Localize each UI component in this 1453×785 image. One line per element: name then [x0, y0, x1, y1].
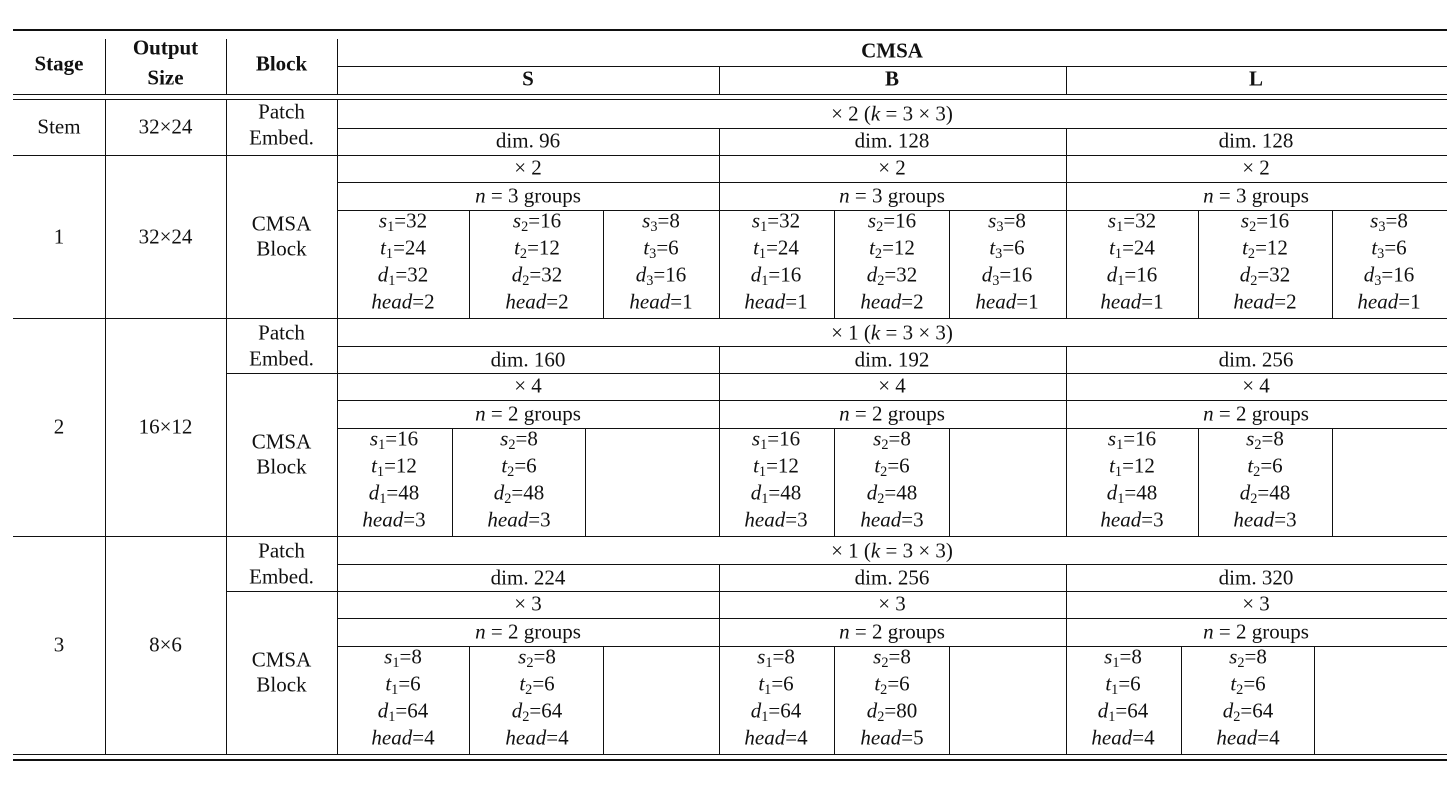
column-divider	[105, 536, 106, 754]
param-s: $s_3=8$	[642, 208, 680, 236]
group-count: n = 2 groups	[475, 401, 581, 426]
param-head: head=4	[744, 725, 808, 750]
header-stage: Stage	[34, 51, 84, 76]
param-d: $d_1=48$	[1106, 480, 1158, 507]
stage-number: 3	[53, 632, 65, 657]
column-divider	[337, 318, 338, 536]
column-divider	[105, 318, 106, 536]
patch-embed-dim: dim. 192	[854, 347, 930, 372]
bottom-rule-double	[13, 759, 1447, 761]
param-s: $s_1=8$	[757, 644, 795, 672]
param-s: $s_1=8$	[384, 644, 422, 672]
column-divider	[834, 210, 835, 318]
stem-output-size: 32×24	[138, 114, 193, 139]
block-repeat: × 4	[1242, 373, 1270, 398]
param-d: $d_2=32$	[511, 262, 563, 289]
param-t: $t_3=6$	[643, 235, 679, 262]
param-s: $s_1=32$	[1107, 208, 1157, 236]
stem-dim: dim. 128	[854, 128, 930, 153]
block-repeat: × 3	[1242, 591, 1270, 616]
param-t: $t_2=12$	[869, 235, 915, 262]
block-repeat: × 3	[878, 591, 906, 616]
group-count: n = 3 groups	[1203, 183, 1309, 208]
stem-dim: dim. 96	[495, 128, 561, 153]
column-divider	[1066, 128, 1067, 155]
param-t: $t_3=6$	[989, 235, 1025, 262]
param-t: $t_2=6$	[1247, 453, 1283, 480]
param-t: $t_2=6$	[874, 671, 910, 698]
column-divider	[719, 155, 720, 318]
param-s: $s_1=16$	[369, 426, 419, 454]
param-t: $t_2=12$	[1242, 235, 1288, 262]
param-d: $d_1=64$	[750, 698, 802, 725]
column-divider	[337, 536, 338, 754]
column-divider	[1066, 591, 1067, 754]
patch-embed-dim: dim. 256	[854, 565, 930, 590]
param-head: head=4	[1216, 725, 1280, 750]
patch-embed-label: Patch	[258, 538, 305, 563]
column-divider	[337, 39, 338, 94]
param-t: $t_1=24$	[1109, 235, 1155, 262]
param-t: $t_1=24$	[753, 235, 799, 262]
param-d: $d_1=64$	[1097, 698, 1149, 725]
patch-embed-repeat: × 1 (k = 3 × 3)	[831, 538, 953, 563]
header-rule	[13, 94, 1447, 95]
param-t: $t_2=6$	[874, 453, 910, 480]
param-t: $t_1=6$	[1105, 671, 1141, 698]
header-block: Block	[255, 51, 308, 76]
param-s: $s_2=16$	[1240, 208, 1290, 236]
header-variant-b: B	[884, 66, 900, 91]
param-head: head=3	[362, 507, 426, 532]
header-variant-s: S	[522, 66, 534, 91]
param-t: $t_1=12$	[753, 453, 799, 480]
column-divider	[226, 536, 227, 754]
param-d: $d_3=16$	[635, 262, 687, 289]
stem-block-label: Patch	[258, 99, 305, 124]
column-divider	[949, 646, 950, 754]
row-rule	[13, 318, 1447, 319]
column-divider	[719, 128, 720, 155]
param-t: $t_1=12$	[371, 453, 417, 480]
block-repeat: × 4	[514, 373, 542, 398]
param-s: $s_2=8$	[1246, 426, 1284, 454]
param-s: $s_2=8$	[1229, 644, 1267, 672]
cmsa-block-label: Block	[256, 454, 307, 478]
param-t: $t_2=6$	[1230, 671, 1266, 698]
block-repeat: × 4	[878, 373, 906, 398]
column-divider	[719, 591, 720, 754]
row-rule	[13, 536, 1447, 537]
column-divider	[585, 428, 586, 536]
patch-embed-repeat: × 1 (k = 3 × 3)	[831, 320, 953, 345]
stem-dim: dim. 128	[1218, 128, 1294, 153]
param-s: $s_2=16$	[867, 208, 917, 236]
param-s: $s_3=8$	[1370, 208, 1408, 236]
param-head: head=1	[744, 289, 808, 314]
param-s: $s_3=8$	[988, 208, 1026, 236]
group-count: n = 2 groups	[839, 619, 945, 644]
column-divider	[719, 346, 720, 373]
column-divider	[1066, 346, 1067, 373]
column-divider	[1066, 373, 1067, 536]
group-count: n = 3 groups	[839, 183, 945, 208]
param-d: $d_2=48$	[866, 480, 918, 507]
stage-output-size: 16×12	[138, 414, 193, 439]
param-d: $d_2=80$	[866, 698, 918, 725]
param-t: $t_2=6$	[501, 453, 537, 480]
patch-embed-dim: dim. 256	[1218, 347, 1294, 372]
column-divider	[469, 210, 470, 318]
header-cmsa: CMSA	[861, 38, 923, 63]
param-d: $d_1=48$	[368, 480, 420, 507]
param-s: $s_1=32$	[751, 208, 801, 236]
column-divider	[1198, 428, 1199, 536]
group-count: n = 3 groups	[475, 183, 581, 208]
cmsa-block-label: Block	[256, 236, 307, 260]
column-divider	[1066, 155, 1067, 318]
stem-block-label: Embed.	[249, 125, 314, 150]
column-divider	[1332, 428, 1333, 536]
block-repeat: × 2	[514, 155, 542, 180]
column-divider	[1332, 210, 1333, 318]
param-s: $s_2=8$	[873, 426, 911, 454]
block-repeat: × 2	[878, 155, 906, 180]
bottom-rule	[13, 754, 1447, 755]
param-s: $s_1=32$	[378, 208, 428, 236]
patch-embed-dim: dim. 160	[490, 347, 566, 372]
block-repeat: × 2	[1242, 155, 1270, 180]
param-head: head=1	[975, 289, 1039, 314]
stage-output-size: 32×24	[138, 224, 193, 248]
group-count: n = 2 groups	[839, 401, 945, 426]
param-head: head=4	[505, 725, 569, 750]
cmsa-block-label: CMSA	[251, 429, 312, 453]
header-variant-l: L	[1248, 66, 1264, 91]
column-divider	[603, 646, 604, 754]
param-t: $t_1=6$	[758, 671, 794, 698]
param-t: $t_1=6$	[385, 671, 421, 698]
param-head: head=1	[1357, 289, 1421, 314]
param-s: $s_2=16$	[512, 208, 562, 236]
param-head: head=4	[371, 725, 435, 750]
group-count: n = 2 groups	[1203, 401, 1309, 426]
patch-embed-dim: dim. 224	[490, 565, 566, 590]
param-s: $s_1=8$	[1104, 644, 1142, 672]
param-d: $d_1=32$	[377, 262, 429, 289]
row-rule	[13, 155, 1447, 156]
patch-embed-label: Embed.	[249, 346, 314, 371]
header-output-size: Output	[132, 35, 199, 60]
param-head: head=3	[744, 507, 808, 532]
param-head: head=3	[1100, 507, 1164, 532]
column-divider	[1314, 646, 1315, 754]
param-d: $d_3=16$	[981, 262, 1033, 289]
param-head: head=2	[371, 289, 435, 314]
param-d: $d_2=64$	[1222, 698, 1274, 725]
column-divider	[949, 210, 950, 318]
param-d: $d_3=16$	[1363, 262, 1415, 289]
param-head: head=1	[629, 289, 693, 314]
param-s: $s_1=16$	[1107, 426, 1157, 454]
column-divider	[469, 646, 470, 754]
column-divider	[949, 428, 950, 536]
patch-embed-label: Patch	[258, 320, 305, 345]
block-repeat: × 3	[514, 591, 542, 616]
param-head: head=5	[860, 725, 924, 750]
column-divider	[105, 99, 106, 155]
column-divider	[834, 428, 835, 536]
column-divider	[1066, 66, 1067, 94]
column-divider	[226, 39, 227, 94]
param-head: head=3	[1233, 507, 1297, 532]
column-divider	[603, 210, 604, 318]
param-s: $s_2=8$	[518, 644, 556, 672]
top-rule	[13, 29, 1447, 31]
param-head: head=3	[487, 507, 551, 532]
column-divider	[719, 66, 720, 94]
cmsa-block-label: CMSA	[251, 647, 312, 671]
column-divider	[719, 373, 720, 536]
column-divider	[337, 99, 338, 155]
column-divider	[834, 646, 835, 754]
param-head: head=4	[1091, 725, 1155, 750]
column-divider	[226, 155, 227, 318]
param-d: $d_1=48$	[750, 480, 802, 507]
param-t: $t_2=6$	[519, 671, 555, 698]
group-count: n = 2 groups	[475, 619, 581, 644]
header-output-size: Size	[147, 65, 184, 90]
param-t: $t_2=12$	[514, 235, 560, 262]
param-d: $d_1=64$	[377, 698, 429, 725]
stem-stage: Stem	[37, 114, 81, 139]
param-d: $d_2=32$	[1239, 262, 1291, 289]
param-d: $d_2=48$	[493, 480, 545, 507]
patch-embed-label: Embed.	[249, 564, 314, 589]
column-divider	[1066, 564, 1067, 591]
column-divider	[105, 39, 106, 94]
param-s: $s_1=16$	[751, 426, 801, 454]
column-divider	[105, 155, 106, 318]
header-rule-double	[13, 99, 1447, 100]
param-t: $t_1=24$	[380, 235, 426, 262]
param-head: head=2	[1233, 289, 1297, 314]
param-d: $d_2=48$	[1239, 480, 1291, 507]
param-head: head=2	[860, 289, 924, 314]
param-head: head=2	[505, 289, 569, 314]
column-divider	[337, 155, 338, 318]
stem-repeat: × 2 (k = 3 × 3)	[831, 101, 953, 126]
param-d: $d_2=64$	[511, 698, 563, 725]
stage-number: 1	[53, 224, 65, 248]
param-d: $d_1=16$	[750, 262, 802, 289]
stage-number: 2	[53, 414, 65, 439]
column-divider	[452, 428, 453, 536]
cmsa-block-label: CMSA	[251, 211, 312, 235]
column-divider	[1181, 646, 1182, 754]
param-d: $d_1=16$	[1106, 262, 1158, 289]
param-head: head=1	[1100, 289, 1164, 314]
cmsa-block-label: Block	[256, 672, 307, 696]
column-divider	[719, 564, 720, 591]
stage-output-size: 8×6	[149, 632, 182, 657]
patch-embed-dim: dim. 320	[1218, 565, 1294, 590]
column-divider	[1198, 210, 1199, 318]
param-d: $d_2=32$	[866, 262, 918, 289]
column-divider	[226, 318, 227, 536]
param-t: $t_3=6$	[1371, 235, 1407, 262]
column-divider	[226, 99, 227, 155]
param-s: $s_2=8$	[873, 644, 911, 672]
group-count: n = 2 groups	[1203, 619, 1309, 644]
param-head: head=3	[860, 507, 924, 532]
param-t: $t_1=12$	[1109, 453, 1155, 480]
param-s: $s_2=8$	[500, 426, 538, 454]
